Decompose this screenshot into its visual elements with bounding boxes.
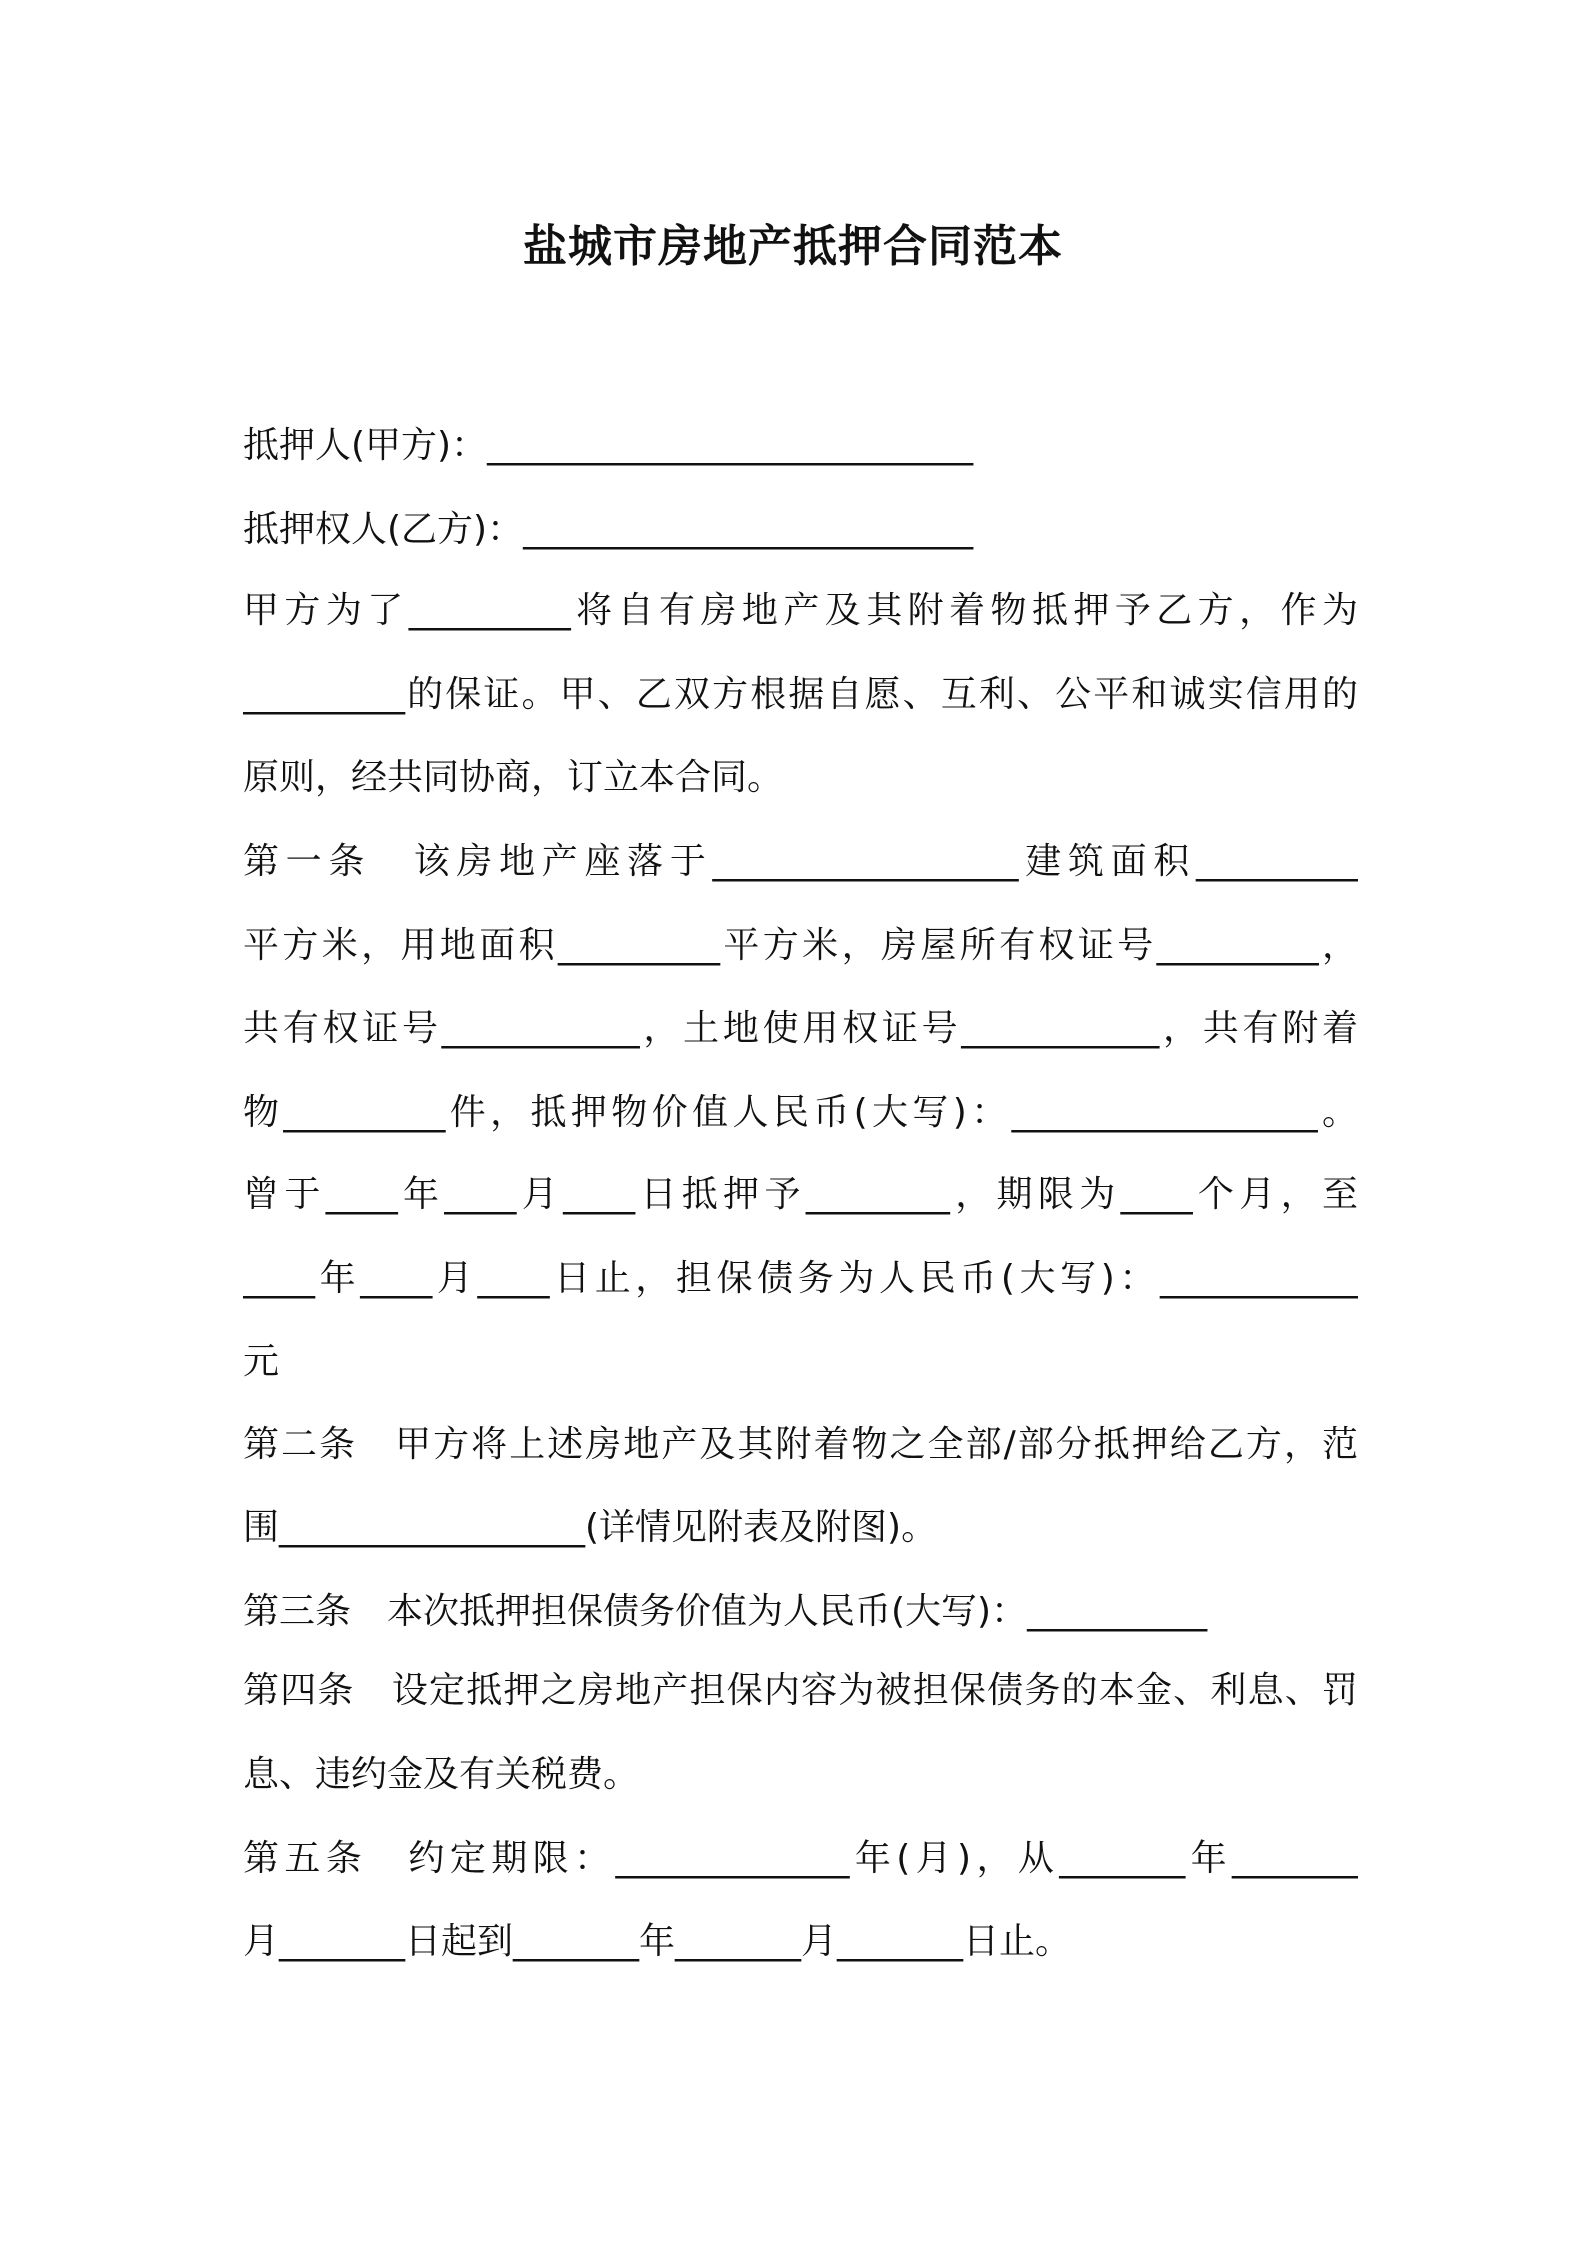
text-line-article-3: 第三条 本次抵押担保债务价值为人民币(大写)：__________ [243,1591,1208,1632]
text-line-preamble-1: 甲方为了_________将自有房地产及其附着物抵押予乙方，作为 [243,590,1358,631]
text-line-preamble-3: 原则，经共同协商，订立本合同。 [243,757,784,798]
text-line-article-1-b: 平方米，用地面积_________平方米，房屋所有权证号_________， [243,925,1358,966]
text-line-article-1-g: 元 [243,1341,280,1382]
text-line-article-1-d: 物_________件，抵押物价值人民币(大写)：_________________。 [243,1092,1358,1133]
text-line-article-5-a: 第五条 约定期限：_____________年(月)，从_______年_______ [243,1838,1358,1879]
text-line-article-1-c: 共有权证号___________，土地使用权证号___________，共有附着 [243,1008,1358,1049]
text-line-article-2-a: 第二条 甲方将上述房地产及其附着物之全部/部分抵押给乙方，范 [243,1424,1358,1465]
text-line-article-2-b: 围_________________(详情见附表及附图)。 [243,1507,938,1548]
text-line-article-5-b: 月_______日起到_______年_______月_______日止。 [243,1921,1072,1962]
document-title: 盐城市房地产抵押合同范本 [523,221,1063,272]
text-line-mortgagor: 抵押人(甲方)：___________________________ [243,425,974,466]
text-line-article-4-b: 息、违约金及有关税费。 [243,1754,640,1795]
text-line-preamble-2: _________的保证。甲、乙双方根据自愿、互利、公平和诚实信用的 [243,674,1358,715]
text-line-article-4-a: 第四条 设定抵押之房地产担保内容为被担保债务的本金、利息、罚 [243,1670,1358,1711]
text-line-article-1-e: 曾于____年____月____日抵押予________，期限为____个月，至 [243,1174,1358,1215]
text-line-article-1-a: 第一条 该房地产座落于_________________建筑面积_________ [243,841,1358,882]
text-line-article-1-f: ____年____月____日止，担保债务为人民币(大写)：___________ [243,1258,1358,1299]
text-line-mortgagee: 抵押权人(乙方)：_________________________ [243,509,974,550]
